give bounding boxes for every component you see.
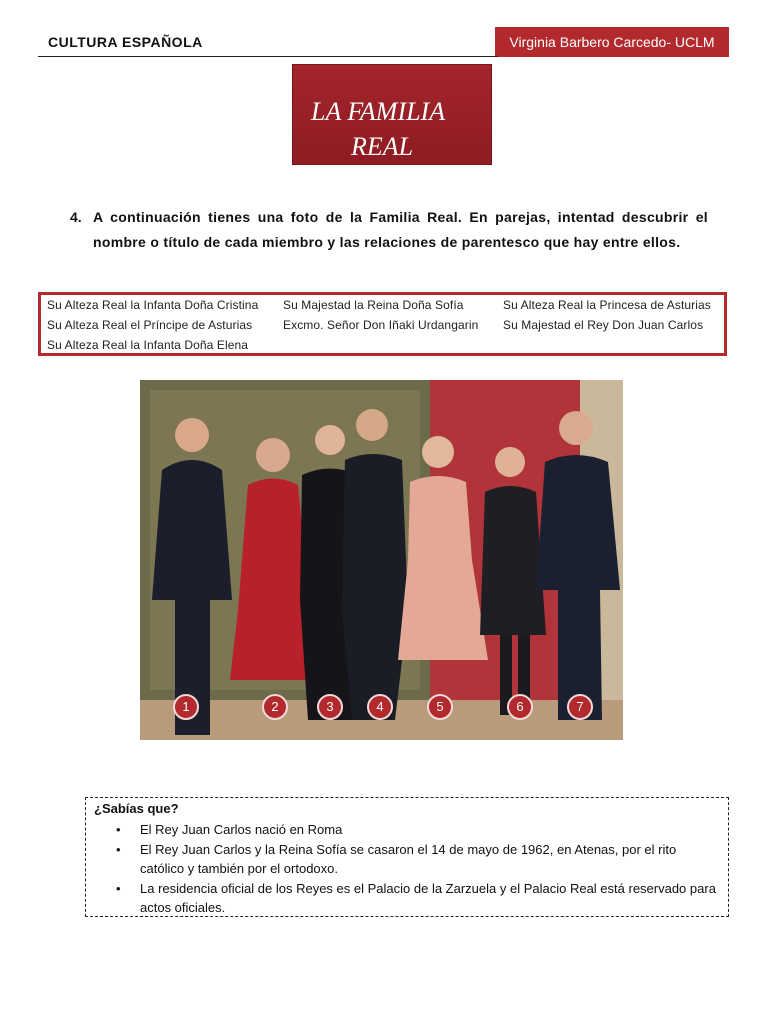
header-divider (38, 56, 498, 57)
marker-7: 7 (567, 694, 593, 720)
bullet-icon: • (116, 841, 121, 857)
author-badge: Virginia Barbero Carcedo- UCLM (495, 27, 729, 57)
list-item: • La residencia oficial de los Reyes es el Palacio de la Zarzuela y el Palacio Real está reservado para actos oficiales. (116, 880, 716, 915)
logo-line1: LA FAMILIA (311, 97, 446, 126)
marker-4: 4 (367, 694, 393, 720)
exercise-4 (70, 205, 708, 255)
exercise-text: A continuación tienes una foto de la Familia Real. En parejas, intentad descubrir el nombre o título de cada miembro y las relaciones de parentesco que hay entre ellos. (93, 209, 708, 250)
name-item: Su Alteza Real el Príncipe de Asturias (47, 318, 253, 332)
name-item: Excmo. Señor Don Iñaki Urdangarin (283, 318, 479, 332)
name-item: Su Alteza Real la Infanta Doña Cristina (47, 298, 259, 312)
familia-real-logo (292, 64, 492, 165)
name-item: Su Majestad la Reina Doña Sofía (283, 298, 464, 312)
name-item: Su Alteza Real la Infanta Doña Elena (47, 338, 249, 352)
marker-2: 2 (262, 694, 288, 720)
exercise-number: 4. (70, 209, 82, 225)
list-item: • El Rey Juan Carlos y la Reina Sofía se casaron el 14 de mayo de 1962, en Atenas, por el rito católico y también por el ortodoxo. (116, 841, 677, 876)
marker-6: 6 (507, 694, 533, 720)
marker-5: 5 (427, 694, 453, 720)
name-item: Su Alteza Real la Princesa de Asturias (503, 298, 711, 312)
marker-1: 1 (173, 694, 199, 720)
list-item: • El Rey Juan Carlos nació en Roma (140, 820, 718, 840)
bullet-icon: • (116, 880, 121, 896)
did-you-know-list (86, 820, 730, 918)
names-box (38, 292, 727, 356)
course-title: CULTURA ESPAÑOLA (48, 34, 203, 50)
royal-family-photo (140, 380, 623, 740)
did-you-know-title: ¿Sabías que? (94, 801, 179, 816)
name-item: Su Majestad el Rey Don Juan Carlos (503, 318, 704, 332)
did-you-know-box (85, 797, 729, 917)
logo-line2: REAL (351, 132, 414, 161)
bullet-icon: • (116, 822, 121, 837)
marker-3: 3 (317, 694, 343, 720)
